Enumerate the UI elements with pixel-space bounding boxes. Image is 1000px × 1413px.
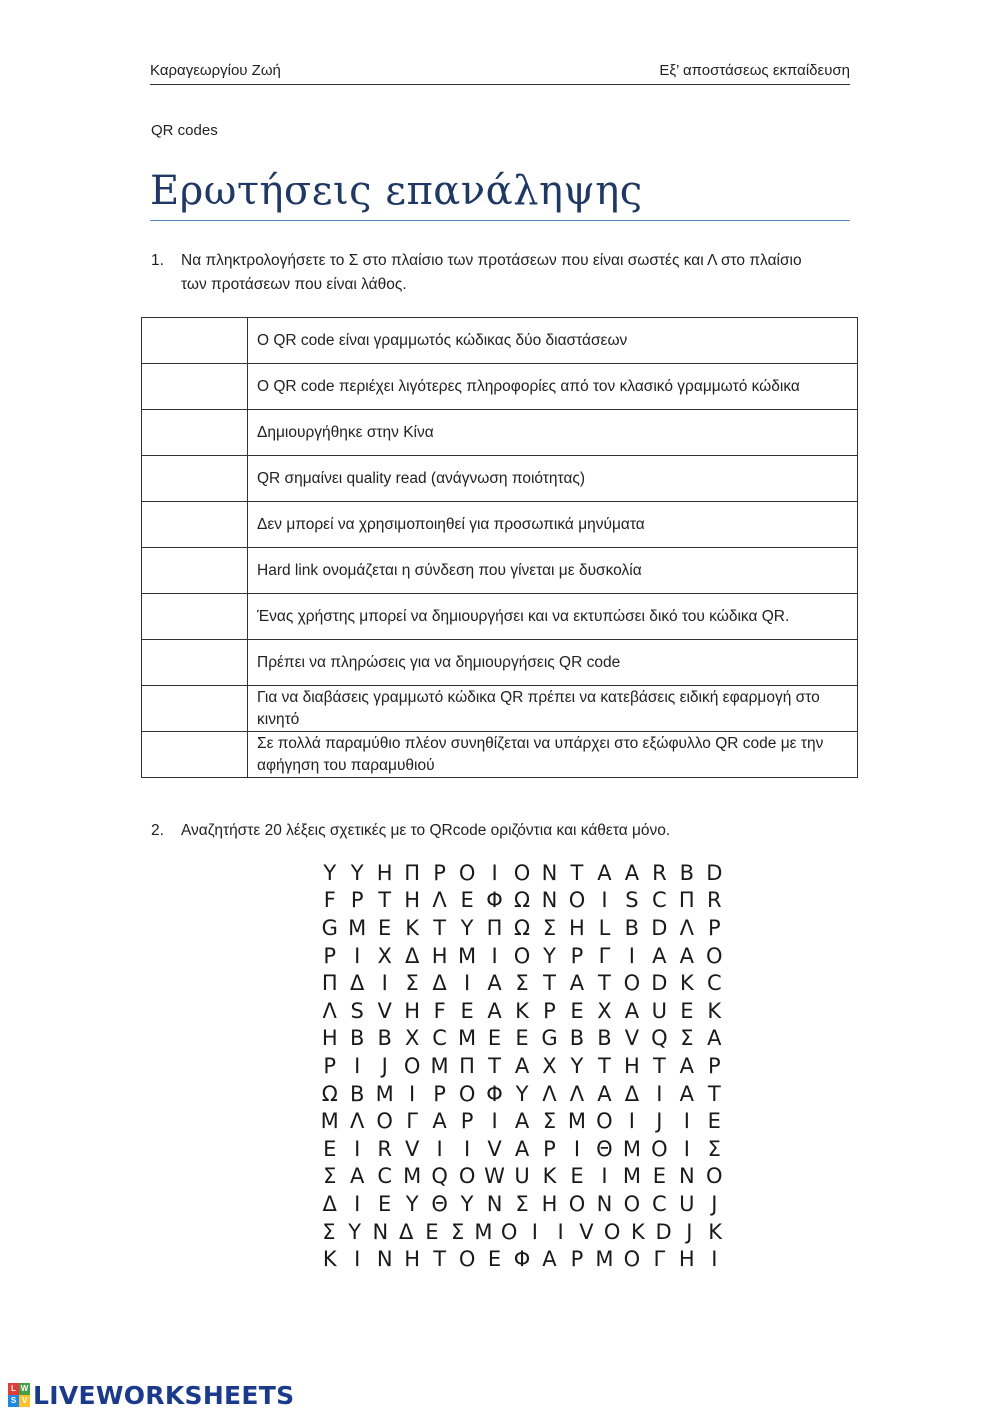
answer-box[interactable] bbox=[142, 502, 248, 548]
word-search-letter[interactable]: W bbox=[484, 1164, 505, 1189]
answer-box[interactable] bbox=[142, 456, 248, 502]
statement-row bbox=[142, 640, 858, 686]
word-search-letter[interactable]: Α bbox=[679, 1081, 695, 1106]
word-search-letter[interactable]: Ο bbox=[623, 971, 641, 996]
word-search-letter[interactable]: O bbox=[458, 1164, 476, 1189]
question-1-text: Να πληκτρολογήσετε το Σ στο πλαίσιο των προτάσεων που είναι σωστές και Λ στο πλαίσιο των προτάσεων που είναι λάθος. bbox=[181, 252, 802, 293]
word-search-row bbox=[316, 942, 728, 970]
word-search-letter[interactable]: Λ bbox=[542, 1081, 557, 1106]
word-search-letter[interactable]: Ρ bbox=[350, 888, 364, 913]
word-search-letter[interactable]: F bbox=[433, 998, 446, 1023]
word-search-letter[interactable]: G bbox=[541, 1026, 558, 1051]
word-search-letter[interactable]: Α bbox=[624, 860, 640, 885]
word-search-letter[interactable]: Ο bbox=[568, 888, 586, 913]
word-search-letter[interactable]: Λ bbox=[679, 915, 695, 940]
word-search-letter[interactable]: L bbox=[598, 915, 611, 940]
word-search-letter[interactable]: Σ bbox=[450, 1219, 465, 1244]
word-search-letter[interactable]: Κ bbox=[322, 1247, 337, 1272]
word-search-letter[interactable]: Α bbox=[652, 943, 667, 968]
word-search-letter[interactable]: Ι bbox=[354, 1053, 361, 1078]
word-search-letter[interactable]: M bbox=[403, 1164, 422, 1189]
statement-row bbox=[142, 686, 858, 732]
word-search-letter[interactable]: Λ bbox=[322, 998, 337, 1023]
word-search-letter[interactable]: O bbox=[603, 1219, 621, 1244]
logo-text: LIVEWORKSHEETS bbox=[33, 1380, 295, 1410]
statement-text: Πρέπει να πληρώσεις για να δημιουργήσεις QR code bbox=[248, 640, 858, 686]
word-search-letter[interactable]: M bbox=[622, 1164, 641, 1189]
word-search-letter[interactable]: Ο bbox=[500, 1219, 518, 1244]
word-search-letter[interactable]: Τ bbox=[652, 1053, 666, 1078]
word-search-letter[interactable]: Α bbox=[597, 860, 612, 885]
word-search-letter[interactable]: Ι bbox=[354, 1247, 361, 1272]
page-header bbox=[150, 60, 850, 85]
word-search-letter[interactable]: Δ bbox=[432, 971, 447, 996]
word-search-letter[interactable]: Π bbox=[404, 860, 421, 885]
word-search-letter[interactable]: Φ bbox=[486, 1081, 503, 1106]
word-search-row bbox=[316, 1190, 728, 1218]
word-search-letter[interactable]: Μ bbox=[622, 1136, 641, 1161]
word-search-letter[interactable]: Λ bbox=[569, 1081, 585, 1106]
statement-text: Σε πολλά παραμύθιο πλέον συνηθίζεται να υπάρχει στο εξώφυλλο QR code με την αφήγηση του παραμυθιού bbox=[248, 732, 858, 778]
word-search-letter[interactable]: B bbox=[349, 1026, 365, 1051]
answer-box[interactable] bbox=[142, 594, 248, 640]
word-search-letter[interactable]: I bbox=[557, 1219, 564, 1244]
word-search-letter[interactable]: S bbox=[350, 998, 364, 1023]
word-search-letter[interactable]: Ι bbox=[354, 1136, 361, 1161]
word-search-letter[interactable]: U bbox=[514, 1164, 530, 1189]
word-search-letter[interactable]: Λ bbox=[350, 1109, 365, 1134]
word-search-row bbox=[316, 1052, 728, 1080]
word-search-letter[interactable]: Υ bbox=[348, 1219, 362, 1244]
word-search-letter[interactable]: Υ bbox=[460, 1191, 474, 1216]
word-search-letter[interactable]: Δ bbox=[350, 971, 365, 996]
word-search-letter[interactable]: Τ bbox=[707, 1081, 721, 1106]
word-search-letter[interactable]: Α bbox=[569, 971, 585, 996]
word-search-letter[interactable]: Μ bbox=[430, 1053, 449, 1078]
word-search-letter[interactable]: Α bbox=[487, 971, 502, 996]
question-2-text: Αναζητήστε 20 λέξεις σχετικές με το QRcode οριζόντια και κάθετα μόνο. bbox=[181, 822, 671, 839]
word-search-row bbox=[316, 1025, 728, 1053]
word-search-letter[interactable]: Φ bbox=[513, 1247, 531, 1272]
word-search-letter[interactable]: Π bbox=[321, 971, 338, 996]
word-search-letter[interactable]: Ω bbox=[513, 915, 531, 940]
word-search-letter[interactable]: Ρ bbox=[707, 1053, 721, 1078]
word-search-letter[interactable]: Α bbox=[679, 1053, 695, 1078]
word-search-letter[interactable]: Ω bbox=[321, 1081, 338, 1106]
word-search-letter[interactable]: Α bbox=[350, 1164, 365, 1189]
word-search-letter[interactable]: Ι bbox=[381, 971, 388, 996]
true-false-table bbox=[141, 317, 858, 778]
word-search-letter[interactable]: Μ bbox=[320, 1109, 339, 1134]
logo-mark-cell: W bbox=[20, 1384, 29, 1393]
word-search-letter[interactable]: Η bbox=[678, 1247, 695, 1272]
word-search-letter[interactable]: E bbox=[652, 1164, 666, 1189]
word-search-letter[interactable]: Σ bbox=[542, 915, 557, 940]
word-search-letter[interactable]: M bbox=[458, 1026, 477, 1051]
word-search-letter[interactable]: J bbox=[711, 1191, 718, 1216]
word-search-letter[interactable]: Λ bbox=[432, 888, 447, 913]
word-search-letter[interactable]: Ρ bbox=[323, 1053, 337, 1078]
word-search-letter[interactable]: Ρ bbox=[707, 915, 721, 940]
word-search-letter[interactable]: Ρ bbox=[433, 860, 446, 885]
word-search-row bbox=[316, 859, 728, 887]
word-search-letter[interactable]: Υ bbox=[405, 1191, 419, 1216]
word-search-letter[interactable]: Π bbox=[459, 1053, 475, 1078]
logo-mark-cell: V bbox=[19, 1395, 30, 1407]
word-search-letter[interactable]: Τ bbox=[433, 1247, 447, 1272]
word-search-letter[interactable]: K bbox=[708, 1219, 723, 1244]
question-2-number: 2. bbox=[151, 822, 164, 839]
word-search-letter[interactable]: Κ bbox=[405, 915, 420, 940]
word-search-letter[interactable]: Ν bbox=[541, 888, 558, 913]
word-search-letter[interactable]: J bbox=[656, 1109, 663, 1134]
statement-row bbox=[142, 548, 858, 594]
logo-mark-cell: S bbox=[8, 1395, 19, 1407]
word-search-letter[interactable]: Ε bbox=[378, 915, 392, 940]
word-search-letter[interactable]: Σ bbox=[323, 1164, 337, 1189]
word-search-letter[interactable]: Α bbox=[514, 1109, 530, 1134]
word-search-letter[interactable]: E bbox=[515, 1026, 529, 1051]
statement-row bbox=[142, 732, 858, 778]
word-search-letter[interactable]: Τ bbox=[543, 971, 556, 996]
statement-text: Δημιουργήθηκε στην Κίνα bbox=[248, 410, 858, 456]
word-search-letter[interactable]: Ρ bbox=[570, 1247, 584, 1272]
word-search-letter[interactable]: Ο bbox=[596, 1109, 613, 1134]
word-search-letter[interactable]: Τ bbox=[570, 860, 584, 885]
word-search-letter[interactable]: Ρ bbox=[323, 943, 337, 968]
word-search-letter[interactable]: Θ bbox=[431, 1191, 448, 1216]
word-search-letter[interactable]: Σ bbox=[322, 1219, 336, 1244]
word-search-grid[interactable] bbox=[316, 859, 728, 1273]
word-search-row bbox=[316, 1245, 728, 1273]
word-search-letter[interactable]: H bbox=[321, 1026, 338, 1051]
word-search-letter[interactable]: Η bbox=[569, 915, 585, 940]
word-search-letter[interactable]: Ν bbox=[596, 1191, 613, 1216]
word-search-letter[interactable]: V bbox=[579, 1219, 594, 1244]
word-search-letter[interactable]: Θ bbox=[596, 1136, 613, 1161]
statement-row bbox=[142, 410, 858, 456]
statement-text: Για να διαβάσεις γραμμωτό κώδικα QR πρέπει να κατεβάσεις ειδική εφαρμογή στο κινητό bbox=[248, 686, 858, 732]
word-search-letter[interactable]: U bbox=[651, 998, 668, 1023]
word-search-letter[interactable]: Ο bbox=[623, 1247, 641, 1272]
word-search-letter[interactable]: K bbox=[542, 1164, 557, 1189]
word-search-letter[interactable]: Ι bbox=[628, 943, 635, 968]
author-name: Καραγεωργίου Ζωή bbox=[150, 62, 281, 79]
word-search-letter[interactable]: Τ bbox=[598, 1053, 611, 1078]
word-search-letter[interactable]: B bbox=[624, 915, 640, 940]
word-search-letter[interactable]: Η bbox=[541, 1191, 558, 1216]
word-search-letter[interactable]: O bbox=[706, 1164, 723, 1189]
word-search-letter[interactable]: Ν bbox=[486, 1191, 503, 1216]
word-search-letter[interactable]: Ι bbox=[656, 1081, 663, 1106]
word-search-letter[interactable]: Ρ bbox=[570, 943, 584, 968]
word-search-letter[interactable]: D bbox=[651, 915, 668, 940]
word-search-letter[interactable]: E bbox=[460, 998, 474, 1023]
word-search-letter[interactable]: N bbox=[678, 1164, 695, 1189]
statement-text: Δεν μπορεί να χρησιμοποιηθεί για προσωπικά μηνύματα bbox=[248, 502, 858, 548]
word-search-letter[interactable]: Ρ bbox=[543, 998, 556, 1023]
word-search-letter[interactable]: Σ bbox=[405, 971, 419, 996]
statement-text: Ο QR code περιέχει λιγότερες πληροφορίες από τον κλασικό γραμμωτό κώδικα bbox=[248, 364, 858, 410]
word-search-letter[interactable]: Μ bbox=[567, 1109, 587, 1134]
course-name: Εξ’ αποστάσεως εκπαίδευση bbox=[659, 62, 850, 79]
word-search-letter[interactable]: U bbox=[679, 1191, 695, 1216]
word-search-letter[interactable]: R bbox=[377, 1136, 392, 1161]
question-1 bbox=[151, 249, 831, 297]
word-search-letter[interactable]: Ν bbox=[372, 1219, 389, 1244]
word-search-letter[interactable]: Α bbox=[432, 1109, 447, 1134]
word-search-letter[interactable]: Ι bbox=[463, 971, 471, 996]
word-search-letter[interactable]: Σ bbox=[707, 1136, 721, 1161]
answer-box[interactable] bbox=[142, 318, 248, 364]
word-search-letter[interactable]: Α bbox=[514, 1053, 530, 1078]
word-search-row bbox=[316, 914, 728, 942]
word-search-letter[interactable]: E bbox=[570, 1164, 584, 1189]
word-search-letter[interactable]: Ε bbox=[570, 998, 584, 1023]
word-search-letter[interactable]: B bbox=[679, 860, 695, 885]
logo-mark-cell: L bbox=[8, 1383, 19, 1395]
word-search-letter[interactable]: Ι bbox=[409, 1081, 416, 1106]
word-search-letter[interactable]: Π bbox=[678, 888, 695, 913]
word-search-letter[interactable]: B bbox=[597, 1026, 612, 1051]
word-search-letter[interactable]: Ε bbox=[460, 888, 474, 913]
word-search-row bbox=[316, 1163, 728, 1191]
word-search-letter[interactable]: Q bbox=[431, 1164, 448, 1189]
word-search-letter[interactable]: Ι bbox=[531, 1219, 538, 1244]
word-search-letter[interactable]: Ε bbox=[707, 1109, 721, 1134]
word-search-row bbox=[316, 969, 728, 997]
word-search-letter[interactable]: C bbox=[706, 971, 722, 996]
word-search-letter[interactable]: Γ bbox=[598, 943, 611, 968]
word-search-letter[interactable]: Ι bbox=[436, 1136, 443, 1161]
word-search-letter[interactable]: B bbox=[569, 1026, 585, 1051]
word-search-letter[interactable]: Ν bbox=[541, 860, 558, 885]
word-search-letter[interactable]: K bbox=[515, 998, 529, 1023]
word-search-letter[interactable]: Ο bbox=[513, 860, 531, 885]
word-search-letter[interactable]: Ο bbox=[458, 1247, 476, 1272]
word-search-letter[interactable]: Μ bbox=[348, 915, 367, 940]
word-search-letter[interactable]: Ο bbox=[651, 1136, 668, 1161]
word-search-letter[interactable]: F bbox=[323, 888, 336, 913]
word-search-letter[interactable]: G bbox=[321, 915, 338, 940]
word-search-letter[interactable]: Ε bbox=[378, 1191, 392, 1216]
word-search-letter[interactable]: Ι bbox=[628, 1109, 635, 1134]
word-search-row bbox=[316, 1218, 728, 1246]
word-search-letter[interactable]: Σ bbox=[515, 1191, 529, 1216]
word-search-letter[interactable]: Α bbox=[597, 1081, 612, 1106]
liveworksheets-logo bbox=[8, 1382, 294, 1408]
word-search-letter[interactable]: S bbox=[625, 888, 639, 913]
answer-box[interactable] bbox=[142, 732, 248, 778]
word-search-letter[interactable]: Ο bbox=[403, 1053, 421, 1078]
word-search-letter[interactable]: Ι bbox=[491, 1109, 498, 1134]
word-search-letter[interactable]: J bbox=[381, 1053, 388, 1078]
word-search-letter[interactable]: Μ bbox=[458, 943, 477, 968]
word-search-letter[interactable]: Ι bbox=[491, 860, 498, 885]
word-search-letter[interactable]: Π bbox=[486, 915, 503, 940]
word-search-letter[interactable]: Ι bbox=[601, 888, 608, 913]
word-search-letter[interactable]: Ρ bbox=[460, 1109, 474, 1134]
question-1-number: 1. bbox=[151, 252, 164, 269]
statement-text: Hard link ονομάζεται η σύνδεση που γίνεται με δυσκολία bbox=[248, 548, 858, 594]
answer-box[interactable] bbox=[142, 640, 248, 686]
word-search-letter[interactable]: Ι bbox=[354, 943, 361, 968]
word-search-letter[interactable]: E bbox=[680, 998, 694, 1023]
statement-row bbox=[142, 502, 858, 548]
word-search-letter[interactable]: Η bbox=[404, 1247, 421, 1272]
word-search-letter[interactable]: R bbox=[652, 860, 667, 885]
statement-row bbox=[142, 318, 858, 364]
word-search-letter[interactable]: Υ bbox=[570, 1053, 584, 1078]
word-search-letter[interactable]: Η bbox=[404, 888, 421, 913]
statement-row bbox=[142, 364, 858, 410]
word-search-letter[interactable]: Δ bbox=[322, 1191, 337, 1216]
word-search-letter[interactable]: C bbox=[652, 888, 667, 913]
word-search-letter[interactable]: Σ bbox=[680, 1026, 694, 1051]
word-search-letter[interactable]: Δ bbox=[398, 1219, 414, 1244]
word-search-letter[interactable]: Χ bbox=[597, 998, 612, 1023]
answer-box[interactable] bbox=[142, 686, 248, 732]
word-search-letter[interactable]: Υ bbox=[460, 915, 474, 940]
word-search-row bbox=[316, 887, 728, 915]
word-search-letter[interactable]: J bbox=[686, 1219, 693, 1244]
word-search-letter[interactable]: D bbox=[706, 860, 723, 885]
word-search-letter[interactable]: Μ bbox=[375, 1081, 394, 1106]
word-search-letter[interactable]: Α bbox=[514, 1136, 530, 1161]
word-search-letter[interactable]: Ρ bbox=[543, 1136, 556, 1161]
word-search-letter[interactable]: Q bbox=[651, 1026, 668, 1051]
word-search-letter[interactable]: Ι bbox=[491, 943, 498, 968]
statement-text: Ένας χρήστης μπορεί να δημιουργήσει και να εκτυπώσει δικό του κώδικα QR. bbox=[248, 594, 858, 640]
question-2 bbox=[151, 819, 831, 843]
word-search-letter[interactable]: Μ bbox=[595, 1247, 614, 1272]
word-search-letter[interactable]: Τ bbox=[378, 888, 392, 913]
word-search-letter[interactable]: C bbox=[432, 1026, 447, 1051]
word-search-letter[interactable]: Δ bbox=[624, 1081, 640, 1106]
word-search-letter[interactable]: Δ bbox=[404, 943, 420, 968]
page-title: Ερωτήσεις επανάληψης bbox=[150, 165, 850, 221]
word-search-letter[interactable]: Χ bbox=[542, 1053, 557, 1078]
word-search-letter[interactable]: A bbox=[707, 1026, 722, 1051]
word-search-letter[interactable]: E bbox=[487, 1026, 502, 1051]
word-search-letter[interactable]: Ι bbox=[683, 1136, 690, 1161]
word-search-letter[interactable]: R bbox=[707, 888, 722, 913]
answer-box[interactable] bbox=[142, 410, 248, 456]
word-search-letter[interactable]: I bbox=[601, 1164, 608, 1189]
word-search-letter[interactable]: Υ bbox=[515, 1081, 529, 1106]
word-search-letter[interactable]: Η bbox=[623, 1053, 640, 1078]
word-search-letter[interactable]: Ο bbox=[706, 943, 723, 968]
word-search-letter[interactable]: Ο bbox=[376, 1109, 393, 1134]
answer-box[interactable] bbox=[142, 548, 248, 594]
word-search-letter[interactable]: Β bbox=[349, 1081, 365, 1106]
word-search-letter[interactable]: Ι bbox=[463, 1136, 471, 1161]
word-search-row bbox=[316, 1107, 728, 1135]
word-search-letter[interactable]: K bbox=[707, 998, 722, 1023]
word-search-letter[interactable]: Ω bbox=[513, 888, 531, 913]
word-search-letter[interactable]: Μ bbox=[474, 1219, 493, 1244]
statement-text: QR σημαίνει quality read (ανάγνωση ποιότητας) bbox=[248, 456, 858, 502]
word-search-letter[interactable]: Φ bbox=[486, 888, 503, 913]
word-search-letter[interactable]: Ο bbox=[623, 1191, 641, 1216]
word-search-letter[interactable]: Α bbox=[679, 943, 695, 968]
word-search-letter[interactable]: H bbox=[404, 998, 421, 1023]
word-search-letter[interactable]: Υ bbox=[543, 943, 556, 968]
word-search-letter[interactable]: Τ bbox=[598, 971, 611, 996]
word-search-letter[interactable]: Υ bbox=[350, 860, 364, 885]
word-search-letter[interactable]: Ε bbox=[425, 1219, 439, 1244]
liveworksheets-logo-icon bbox=[8, 1383, 30, 1407]
word-search-letter[interactable]: Τ bbox=[433, 915, 447, 940]
statement-row bbox=[142, 594, 858, 640]
word-search-letter[interactable]: V bbox=[377, 998, 392, 1023]
word-search-letter[interactable]: Ε bbox=[487, 1247, 502, 1272]
word-search-letter[interactable]: Α bbox=[624, 998, 640, 1023]
statement-row bbox=[142, 456, 858, 502]
answer-box[interactable] bbox=[142, 364, 248, 410]
word-search-letter[interactable]: Ι bbox=[711, 1247, 718, 1272]
word-search-letter[interactable]: C bbox=[377, 1164, 392, 1189]
word-search-letter[interactable]: X bbox=[404, 1026, 420, 1051]
word-search-letter[interactable]: K bbox=[630, 1219, 645, 1244]
word-search-letter[interactable]: V bbox=[487, 1136, 502, 1161]
word-search-letter[interactable]: V bbox=[624, 1026, 640, 1051]
word-search-letter[interactable]: Ν bbox=[376, 1247, 393, 1272]
word-search-letter[interactable]: C bbox=[652, 1191, 667, 1216]
word-search-letter[interactable]: Η bbox=[431, 943, 448, 968]
word-search-letter[interactable]: Ρ bbox=[433, 1081, 446, 1106]
word-search-letter[interactable]: Ο bbox=[458, 1081, 476, 1106]
word-search-letter[interactable]: Σ bbox=[515, 971, 529, 996]
word-search-letter[interactable]: Γ bbox=[406, 1109, 418, 1134]
word-search-letter[interactable]: D bbox=[651, 971, 668, 996]
word-search-letter[interactable]: Γ bbox=[653, 1247, 666, 1272]
word-search-row bbox=[316, 997, 728, 1025]
subject-label: QR codes bbox=[151, 122, 218, 139]
word-search-letter[interactable]: V bbox=[404, 1136, 420, 1161]
word-search-letter[interactable]: Ο bbox=[458, 860, 476, 885]
word-search-letter[interactable]: Υ bbox=[323, 860, 337, 885]
word-search-letter[interactable]: Ο bbox=[568, 1191, 586, 1216]
word-search-letter[interactable]: Ι bbox=[354, 1191, 361, 1216]
word-search-letter[interactable]: Α bbox=[542, 1247, 557, 1272]
word-search-letter[interactable]: K bbox=[679, 971, 694, 996]
word-search-row bbox=[316, 1080, 728, 1108]
word-search-letter[interactable]: Τ bbox=[488, 1053, 501, 1078]
word-search-letter[interactable]: D bbox=[655, 1219, 672, 1244]
word-search-row bbox=[316, 1135, 728, 1163]
word-search-letter[interactable]: Σ bbox=[542, 1109, 557, 1134]
word-search-letter[interactable]: Ε bbox=[323, 1136, 337, 1161]
word-search-letter[interactable]: A bbox=[487, 998, 502, 1023]
word-search-letter[interactable]: Ι bbox=[573, 1136, 581, 1161]
word-search-letter[interactable]: B bbox=[377, 1026, 392, 1051]
word-search-letter[interactable]: Ο bbox=[513, 943, 531, 968]
word-search-letter[interactable]: Η bbox=[376, 860, 393, 885]
word-search-letter[interactable]: Ι bbox=[683, 1109, 690, 1134]
word-search-letter[interactable]: Χ bbox=[377, 943, 392, 968]
statement-text: Ο QR code είναι γραμμωτός κώδικας δύο διαστάσεων bbox=[248, 318, 858, 364]
